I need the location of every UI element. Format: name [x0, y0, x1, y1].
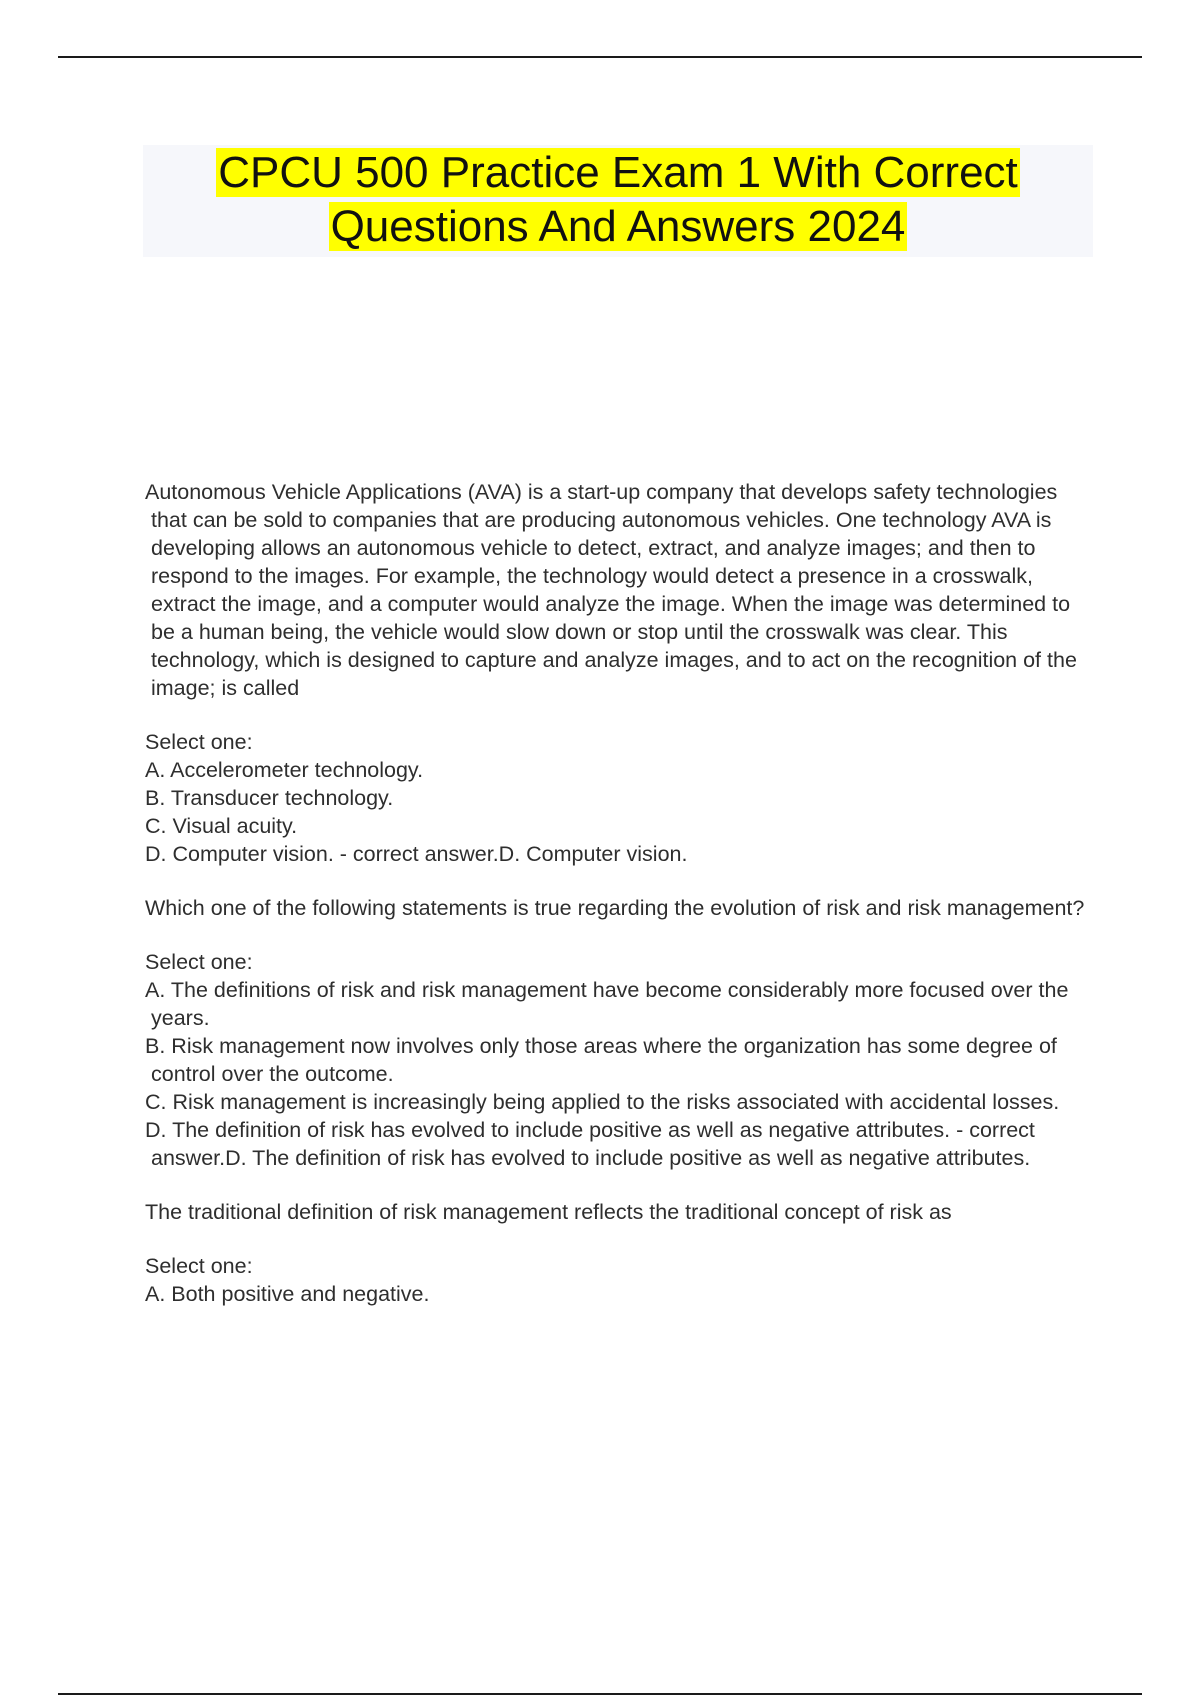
document-title — [143, 145, 1093, 257]
question-1-stem: Autonomous Vehicle Applications (AVA) is a start-up company that develops safety technologies that can be sold to companies that are producing autonomous vehicles. One technology AVA is developing allows an autonomous vehicle to detect, extract, and analyze images; and then to respond to the images. For example, the technology would detect a presence in a crosswalk, extract the image, and a computer would analyze the image. When the image was determined to be a human being, the vehicle would slow down or stop until the crosswalk was clear. This technology, which is designed to capture and analyze images, and to act on the recognition of the image; is called — [145, 480, 1077, 700]
question-2-select-label: Select one: — [145, 950, 253, 974]
question-1-select-label: Select one: — [145, 730, 253, 754]
question-2-option-b: B. Risk management now involves only those areas where the organization has some degree of control over the outcome. — [145, 1034, 1057, 1086]
questions-body — [145, 478, 1095, 1308]
question-3 — [145, 1198, 1095, 1308]
question-2-stem: Which one of the following statements is true regarding the evolution of risk and risk management? — [145, 896, 1085, 920]
bottom-rule — [58, 1693, 1142, 1695]
question-3-select-label: Select one: — [145, 1254, 253, 1278]
question-1 — [145, 478, 1095, 868]
question-2-option-d: D. The definition of risk has evolved to include positive as well as negative attributes. - correct answer.D. The definition of risk has evolved to include positive as well as negative attributes. — [145, 1118, 1035, 1170]
question-3-option-a: A. Both positive and negative. — [145, 1282, 430, 1306]
top-rule — [58, 56, 1142, 58]
question-2-option-c: C. Risk management is increasingly being applied to the risks associated with accidental losses. — [145, 1090, 1060, 1114]
question-1-option-a: A. Accelerometer technology. — [145, 758, 424, 782]
question-3-stem: The traditional definition of risk management reflects the traditional concept of risk as — [145, 1200, 952, 1224]
question-1-option-b: B. Transducer technology. — [145, 786, 394, 810]
title-line-2: Questions And Answers 2024 — [330, 202, 906, 251]
title-line-1: CPCU 500 Practice Exam 1 With Correct — [218, 148, 1018, 197]
question-1-option-d: D. Computer vision. - correct answer.D. Computer vision. — [145, 842, 688, 866]
question-2 — [145, 894, 1095, 1172]
question-2-option-a: A. The definitions of risk and risk management have become considerably more focused over the years. — [145, 978, 1069, 1030]
question-1-option-c: C. Visual acuity. — [145, 814, 298, 838]
